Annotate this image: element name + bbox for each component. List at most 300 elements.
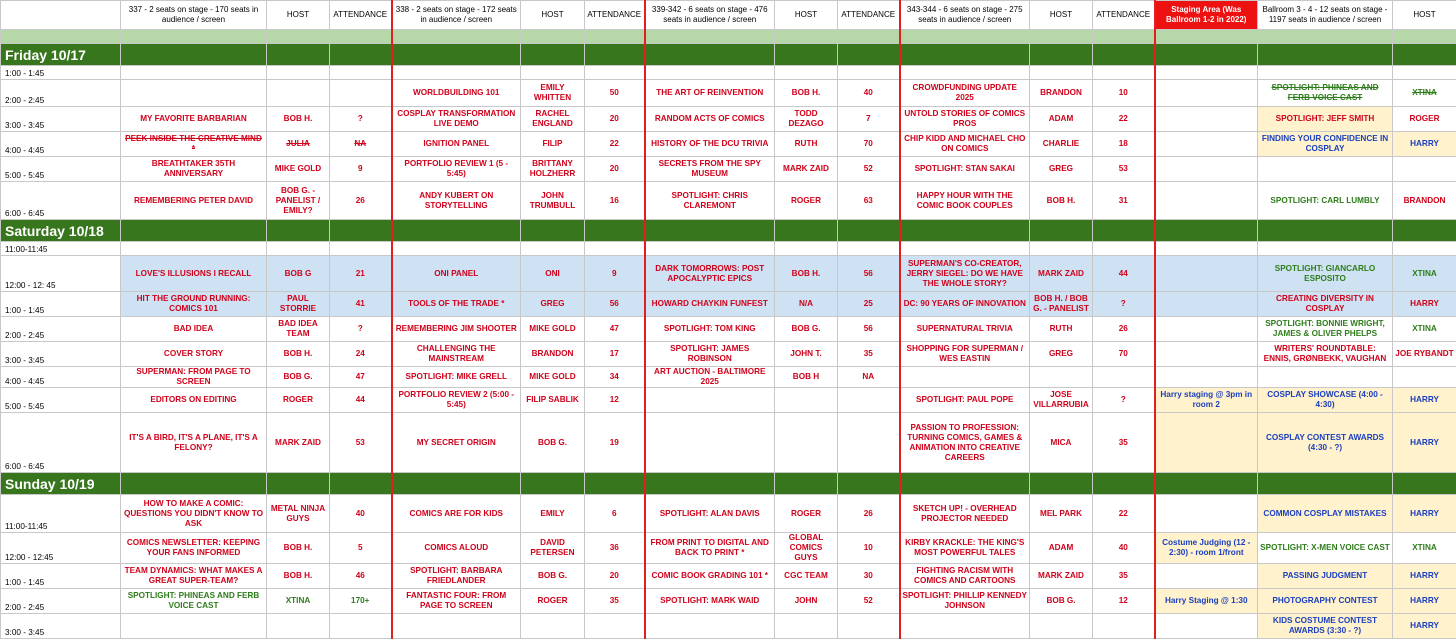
session-cell[interactable]: BOB G.: [1030, 589, 1093, 614]
session-cell[interactable]: COMICS ALOUD: [392, 533, 521, 564]
session-cell[interactable]: JOHN: [775, 589, 838, 614]
column-header[interactable]: 339-342 - 6 seats on stage - 476 seats in audience / screen: [645, 1, 775, 30]
session-cell[interactable]: COMMON COSPLAY MISTAKES: [1258, 495, 1393, 533]
session-cell[interactable]: [838, 66, 900, 80]
session-cell[interactable]: BOB G.: [775, 317, 838, 342]
session-cell[interactable]: 70: [1093, 342, 1155, 367]
session-cell[interactable]: XTINA: [267, 589, 330, 614]
session-cell[interactable]: BRANDON: [1030, 80, 1093, 107]
session-cell[interactable]: CREATING DIVERSITY IN COSPLAY: [1258, 292, 1393, 317]
session-cell[interactable]: 21: [330, 256, 392, 292]
session-cell[interactable]: EMILY: [521, 495, 585, 533]
session-cell[interactable]: MIKE GOLD: [521, 317, 585, 342]
session-cell[interactable]: [838, 413, 900, 473]
session-cell[interactable]: PASSION TO PROFESSION: TURNING COMICS, GAMES & ANIMATION INTO CREATIVE CAREERS: [900, 413, 1030, 473]
session-cell[interactable]: EDITORS ON EDITING: [121, 388, 267, 413]
session-cell[interactable]: ONI PANEL: [392, 256, 521, 292]
time-slot[interactable]: 11:00-11:45: [1, 495, 121, 533]
session-cell[interactable]: BOB G: [267, 256, 330, 292]
session-cell[interactable]: SKETCH UP! - OVERHEAD PROJECTOR NEEDED: [900, 495, 1030, 533]
session-cell[interactable]: MARK ZAID: [267, 413, 330, 473]
session-cell[interactable]: [585, 66, 645, 80]
session-cell[interactable]: [521, 242, 585, 256]
session-cell[interactable]: 40: [1093, 533, 1155, 564]
column-header[interactable]: HOST: [1030, 1, 1093, 30]
session-cell[interactable]: 10: [1093, 80, 1155, 107]
session-cell[interactable]: [267, 614, 330, 639]
session-cell[interactable]: [392, 66, 521, 80]
column-header[interactable]: ATTENDANCE: [330, 1, 392, 30]
session-cell[interactable]: SUPERMAN: FROM PAGE TO SCREEN: [121, 367, 267, 388]
column-header[interactable]: Ballroom 3 - 4 - 12 seats on stage - 1197 seats in audience / screen: [1258, 1, 1393, 30]
session-cell[interactable]: ROGER: [1393, 107, 1456, 132]
session-cell[interactable]: HISTORY OF THE DCU TRIVIA: [645, 132, 775, 157]
session-cell[interactable]: BAD IDEA TEAM: [267, 317, 330, 342]
session-cell[interactable]: [392, 242, 521, 256]
session-cell[interactable]: SPOTLIGHT: PHINEAS AND FERB VOICE CAST: [1258, 80, 1393, 107]
session-cell[interactable]: ART AUCTION - BALTIMORE 2025: [645, 367, 775, 388]
session-cell[interactable]: [585, 614, 645, 639]
time-slot[interactable]: 2:00 - 2:45: [1, 317, 121, 342]
column-header[interactable]: HOST: [1393, 1, 1456, 30]
session-cell[interactable]: JOHN TRUMBULL: [521, 182, 585, 220]
session-cell[interactable]: XTINA: [1393, 317, 1456, 342]
session-cell[interactable]: 47: [585, 317, 645, 342]
session-cell[interactable]: [1393, 66, 1456, 80]
session-cell[interactable]: SPOTLIGHT: TOM KING: [645, 317, 775, 342]
session-cell[interactable]: [1155, 614, 1258, 639]
session-cell[interactable]: BOB G.: [267, 367, 330, 388]
session-cell[interactable]: RUTH: [775, 132, 838, 157]
time-slot[interactable]: 1:00 - 1:45: [1, 66, 121, 80]
session-cell[interactable]: 53: [1093, 157, 1155, 182]
session-cell[interactable]: [645, 413, 775, 473]
column-header[interactable]: [1, 1, 121, 30]
session-cell[interactable]: SECRETS FROM THE SPY MUSEUM: [645, 157, 775, 182]
session-cell[interactable]: BRITTANY HOLZHERR: [521, 157, 585, 182]
session-cell[interactable]: 47: [330, 367, 392, 388]
column-header[interactable]: HOST: [521, 1, 585, 30]
session-cell[interactable]: 31: [1093, 182, 1155, 220]
time-slot[interactable]: 2:00 - 2:45: [1, 80, 121, 107]
session-cell[interactable]: [1258, 66, 1393, 80]
session-cell[interactable]: Costume Judging (12 - 2:30) - room 1/front: [1155, 533, 1258, 564]
session-cell[interactable]: HIT THE GROUND RUNNING: COMICS 101: [121, 292, 267, 317]
session-cell[interactable]: [1393, 367, 1456, 388]
session-cell[interactable]: WORLDBUILDING 101: [392, 80, 521, 107]
session-cell[interactable]: 6: [585, 495, 645, 533]
session-cell[interactable]: MY SECRET ORIGIN: [392, 413, 521, 473]
session-cell[interactable]: NA: [330, 132, 392, 157]
session-cell[interactable]: 12: [585, 388, 645, 413]
session-cell[interactable]: 41: [330, 292, 392, 317]
session-cell[interactable]: [900, 242, 1030, 256]
session-cell[interactable]: [1258, 367, 1393, 388]
session-cell[interactable]: CHIP KIDD AND MICHAEL CHO ON COMICS: [900, 132, 1030, 157]
session-cell[interactable]: 17: [585, 342, 645, 367]
session-cell[interactable]: [121, 80, 267, 107]
session-cell[interactable]: IGNITION PANEL: [392, 132, 521, 157]
session-cell[interactable]: XTINA: [1393, 80, 1456, 107]
session-cell[interactable]: REMEMBERING JIM SHOOTER: [392, 317, 521, 342]
session-cell[interactable]: 26: [1093, 317, 1155, 342]
session-cell[interactable]: CROWDFUNDING UPDATE 2025: [900, 80, 1030, 107]
session-cell[interactable]: MARK ZAID: [1030, 256, 1093, 292]
session-cell[interactable]: [521, 66, 585, 80]
session-cell[interactable]: SPOTLIGHT: MIKE GRELL: [392, 367, 521, 388]
session-cell[interactable]: 52: [838, 589, 900, 614]
time-slot[interactable]: 3:00 - 3:45: [1, 342, 121, 367]
session-cell[interactable]: [1393, 157, 1456, 182]
session-cell[interactable]: 44: [1093, 256, 1155, 292]
session-cell[interactable]: [900, 66, 1030, 80]
session-cell[interactable]: DC: 90 YEARS OF INNOVATION: [900, 292, 1030, 317]
session-cell[interactable]: [645, 66, 775, 80]
session-cell[interactable]: BREATHTAKER 35TH ANNIVERSARY: [121, 157, 267, 182]
session-cell[interactable]: COMICS NEWSLETTER: KEEPING YOUR FANS INFORMED: [121, 533, 267, 564]
session-cell[interactable]: [1155, 292, 1258, 317]
session-cell[interactable]: [330, 80, 392, 107]
session-cell[interactable]: [330, 614, 392, 639]
session-cell[interactable]: 20: [585, 157, 645, 182]
session-cell[interactable]: JOE RYBANDT: [1393, 342, 1456, 367]
session-cell[interactable]: BOB H. / BOB G. - PANELIST: [1030, 292, 1093, 317]
column-header[interactable]: ATTENDANCE: [585, 1, 645, 30]
session-cell[interactable]: [1155, 256, 1258, 292]
session-cell[interactable]: HAPPY HOUR WITH THE COMIC BOOK COUPLES: [900, 182, 1030, 220]
session-cell[interactable]: [1093, 242, 1155, 256]
session-cell[interactable]: HARRY: [1393, 132, 1456, 157]
session-cell[interactable]: [1030, 242, 1093, 256]
session-cell[interactable]: 22: [585, 132, 645, 157]
time-slot[interactable]: 2:00 - 2:45: [1, 589, 121, 614]
session-cell[interactable]: BRANDON: [1393, 182, 1456, 220]
session-cell[interactable]: [900, 614, 1030, 639]
session-cell[interactable]: SPOTLIGHT: X-MEN VOICE CAST: [1258, 533, 1393, 564]
session-cell[interactable]: [1155, 107, 1258, 132]
session-cell[interactable]: 18: [1093, 132, 1155, 157]
session-cell[interactable]: SPOTLIGHT: MARK WAID: [645, 589, 775, 614]
session-cell[interactable]: [521, 614, 585, 639]
session-cell[interactable]: [1155, 317, 1258, 342]
session-cell[interactable]: XTINA: [1393, 533, 1456, 564]
session-cell[interactable]: 40: [330, 495, 392, 533]
session-cell[interactable]: COSPLAY TRANSFORMATION LIVE DEMO: [392, 107, 521, 132]
session-cell[interactable]: TEAM DYNAMICS: WHAT MAKES A GREAT SUPER-TEAM?: [121, 564, 267, 589]
session-cell[interactable]: COMICS ARE FOR KIDS: [392, 495, 521, 533]
time-slot[interactable]: 1:00 - 1:45: [1, 292, 121, 317]
session-cell[interactable]: [1155, 242, 1258, 256]
session-cell[interactable]: [1393, 242, 1456, 256]
session-cell[interactable]: [1155, 495, 1258, 533]
session-cell[interactable]: N/A: [775, 292, 838, 317]
time-slot[interactable]: 12:00 - 12: 45: [1, 256, 121, 292]
session-cell[interactable]: SPOTLIGHT: PAUL POPE: [900, 388, 1030, 413]
session-cell[interactable]: 56: [585, 292, 645, 317]
session-cell[interactable]: JOHN T.: [775, 342, 838, 367]
column-header[interactable]: HOST: [267, 1, 330, 30]
session-cell[interactable]: FIGHTING RACISM WITH COMICS AND CARTOONS: [900, 564, 1030, 589]
session-cell[interactable]: [1155, 182, 1258, 220]
session-cell[interactable]: 20: [585, 107, 645, 132]
session-cell[interactable]: GREG: [1030, 342, 1093, 367]
session-cell[interactable]: DARK TOMORROWS: POST APOCALYPTIC EPICS: [645, 256, 775, 292]
session-cell[interactable]: MY FAVORITE BARBARIAN: [121, 107, 267, 132]
time-slot[interactable]: 4:00 - 4:45: [1, 367, 121, 388]
session-cell[interactable]: FANTASTIC FOUR: FROM PAGE TO SCREEN: [392, 589, 521, 614]
session-cell[interactable]: 44: [330, 388, 392, 413]
session-cell[interactable]: [1155, 413, 1258, 473]
session-cell[interactable]: ?: [1093, 388, 1155, 413]
session-cell[interactable]: 170+: [330, 589, 392, 614]
session-cell[interactable]: 35: [585, 589, 645, 614]
session-cell[interactable]: COSPLAY SHOWCASE (4:00 - 4:30): [1258, 388, 1393, 413]
time-slot[interactable]: 3:00 - 3:45: [1, 107, 121, 132]
column-header[interactable]: Staging Area (Was Ballroom 1-2 in 2022): [1155, 1, 1258, 30]
session-cell[interactable]: GREG: [521, 292, 585, 317]
session-cell[interactable]: SPOTLIGHT: STAN SAKAI: [900, 157, 1030, 182]
session-cell[interactable]: 53: [330, 413, 392, 473]
column-header[interactable]: 343-344 - 6 seats on stage - 275 seats in audience / screen: [900, 1, 1030, 30]
session-cell[interactable]: COVER STORY: [121, 342, 267, 367]
session-cell[interactable]: BOB H.: [267, 533, 330, 564]
session-cell[interactable]: BOB G.: [521, 413, 585, 473]
session-cell[interactable]: 22: [1093, 495, 1155, 533]
session-cell[interactable]: [1155, 80, 1258, 107]
session-cell[interactable]: BRANDON: [521, 342, 585, 367]
session-cell[interactable]: METAL NINJA GUYS: [267, 495, 330, 533]
session-cell[interactable]: [267, 80, 330, 107]
session-cell[interactable]: SPOTLIGHT: CARL LUMBLY: [1258, 182, 1393, 220]
session-cell[interactable]: KIDS COSTUME CONTEST AWARDS (3:30 - ?): [1258, 614, 1393, 639]
session-cell[interactable]: HARRY: [1393, 614, 1456, 639]
session-cell[interactable]: RUTH: [1030, 317, 1093, 342]
session-cell[interactable]: [775, 614, 838, 639]
session-cell[interactable]: BOB G.: [521, 564, 585, 589]
session-cell[interactable]: PASSING JUDGMENT: [1258, 564, 1393, 589]
column-header[interactable]: 338 - 2 seats on stage - 172 seats in audience / screen: [392, 1, 521, 30]
session-cell[interactable]: 40: [838, 80, 900, 107]
session-cell[interactable]: [775, 388, 838, 413]
session-cell[interactable]: BOB H: [775, 367, 838, 388]
session-cell[interactable]: ONI: [521, 256, 585, 292]
session-cell[interactable]: PHOTOGRAPHY CONTEST: [1258, 589, 1393, 614]
session-cell[interactable]: 26: [330, 182, 392, 220]
session-cell[interactable]: 35: [1093, 564, 1155, 589]
time-slot[interactable]: 11:00-11:45: [1, 242, 121, 256]
session-cell[interactable]: 35: [1093, 413, 1155, 473]
session-cell[interactable]: 56: [838, 256, 900, 292]
session-cell[interactable]: 70: [838, 132, 900, 157]
session-cell[interactable]: 19: [585, 413, 645, 473]
session-cell[interactable]: HARRY: [1393, 292, 1456, 317]
session-cell[interactable]: 52: [838, 157, 900, 182]
session-cell[interactable]: REMEMBERING PETER DAVID: [121, 182, 267, 220]
session-cell[interactable]: [267, 66, 330, 80]
session-cell[interactable]: [121, 614, 267, 639]
session-cell[interactable]: [330, 66, 392, 80]
session-cell[interactable]: SUPERMAN'S CO-CREATOR, JERRY SIEGEL: DO WE HAVE THE WHOLE STORY?: [900, 256, 1030, 292]
column-header[interactable]: ATTENDANCE: [1093, 1, 1155, 30]
session-cell[interactable]: CHARLIE: [1030, 132, 1093, 157]
session-cell[interactable]: [1155, 157, 1258, 182]
session-cell[interactable]: 25: [838, 292, 900, 317]
session-cell[interactable]: 20: [585, 564, 645, 589]
time-slot[interactable]: 1:00 - 1:45: [1, 564, 121, 589]
session-cell[interactable]: MARK ZAID: [1030, 564, 1093, 589]
session-cell[interactable]: 9: [330, 157, 392, 182]
time-slot[interactable]: 6:00 - 6:45: [1, 182, 121, 220]
session-cell[interactable]: BOB H.: [775, 80, 838, 107]
session-cell[interactable]: 36: [585, 533, 645, 564]
session-cell[interactable]: [1093, 367, 1155, 388]
session-cell[interactable]: CHALLENGING THE MAINSTREAM: [392, 342, 521, 367]
column-header[interactable]: ATTENDANCE: [838, 1, 900, 30]
session-cell[interactable]: 46: [330, 564, 392, 589]
session-cell[interactable]: 22: [1093, 107, 1155, 132]
session-cell[interactable]: HARRY: [1393, 388, 1456, 413]
session-cell[interactable]: FROM PRINT TO DIGITAL AND BACK TO PRINT *: [645, 533, 775, 564]
session-cell[interactable]: SPOTLIGHT: BARBARA FRIEDLANDER: [392, 564, 521, 589]
session-cell[interactable]: RANDOM ACTS OF COMICS: [645, 107, 775, 132]
session-cell[interactable]: HARRY: [1393, 413, 1456, 473]
time-slot[interactable]: 3:00 - 3:45: [1, 614, 121, 639]
session-cell[interactable]: SUPERNATURAL TRIVIA: [900, 317, 1030, 342]
session-cell[interactable]: 24: [330, 342, 392, 367]
session-cell[interactable]: KIRBY KRACKLE: THE KING'S MOST POWERFUL TALES: [900, 533, 1030, 564]
session-cell[interactable]: [1030, 367, 1093, 388]
session-cell[interactable]: WRITERS' ROUNDTABLE: ENNIS, GRØNBEKK, VAUGHAN: [1258, 342, 1393, 367]
session-cell[interactable]: SPOTLIGHT: PHILLIP KENNEDY JOHNSON: [900, 589, 1030, 614]
session-cell[interactable]: [267, 242, 330, 256]
session-cell[interactable]: SPOTLIGHT: JAMES ROBINSON: [645, 342, 775, 367]
session-cell[interactable]: HOW TO MAKE A COMIC: QUESTIONS YOU DIDN'T KNOW TO ASK: [121, 495, 267, 533]
session-cell[interactable]: HARRY: [1393, 495, 1456, 533]
session-cell[interactable]: DAVID PETERSEN: [521, 533, 585, 564]
session-cell[interactable]: Harry Staging @ 1:30: [1155, 589, 1258, 614]
session-cell[interactable]: [1155, 564, 1258, 589]
column-header[interactable]: 337 - 2 seats on stage - 170 seats in audience / screen: [121, 1, 267, 30]
session-cell[interactable]: HOWARD CHAYKIN FUNFEST: [645, 292, 775, 317]
session-cell[interactable]: PEEK INSIDE THE CREATIVE MIND *: [121, 132, 267, 157]
time-slot[interactable]: 4:00 - 4:45: [1, 132, 121, 157]
session-cell[interactable]: 12: [1093, 589, 1155, 614]
session-cell[interactable]: JULIA: [267, 132, 330, 157]
session-cell[interactable]: 16: [585, 182, 645, 220]
session-cell[interactable]: GLOBAL COMICS GUYS: [775, 533, 838, 564]
session-cell[interactable]: IT'S A BIRD, IT'S A PLANE, IT'S A FELONY?: [121, 413, 267, 473]
session-cell[interactable]: MICA: [1030, 413, 1093, 473]
session-cell[interactable]: [1093, 66, 1155, 80]
session-cell[interactable]: [121, 66, 267, 80]
session-cell[interactable]: MEL PARK: [1030, 495, 1093, 533]
session-cell[interactable]: [1155, 132, 1258, 157]
session-cell[interactable]: PAUL STORRIE: [267, 292, 330, 317]
session-cell[interactable]: BOB H.: [1030, 182, 1093, 220]
session-cell[interactable]: 56: [838, 317, 900, 342]
session-cell[interactable]: 30: [838, 564, 900, 589]
time-slot[interactable]: 12:00 - 12:45: [1, 533, 121, 564]
session-cell[interactable]: 7: [838, 107, 900, 132]
session-cell[interactable]: CGC TEAM: [775, 564, 838, 589]
session-cell[interactable]: BOB H.: [775, 256, 838, 292]
session-cell[interactable]: ANDY KUBERT ON STORYTELLING: [392, 182, 521, 220]
session-cell[interactable]: 9: [585, 256, 645, 292]
session-cell[interactable]: Harry staging @ 3pm in room 2: [1155, 388, 1258, 413]
session-cell[interactable]: [1258, 242, 1393, 256]
session-cell[interactable]: FILIP: [521, 132, 585, 157]
session-cell[interactable]: THE ART OF REINVENTION: [645, 80, 775, 107]
session-cell[interactable]: [1155, 342, 1258, 367]
session-cell[interactable]: BOB H.: [267, 564, 330, 589]
session-cell[interactable]: [1155, 66, 1258, 80]
session-cell[interactable]: [775, 413, 838, 473]
session-cell[interactable]: RACHEL ENGLAND: [521, 107, 585, 132]
time-slot[interactable]: 5:00 - 5:45: [1, 388, 121, 413]
session-cell[interactable]: [645, 242, 775, 256]
session-cell[interactable]: ?: [1093, 292, 1155, 317]
time-slot[interactable]: 5:00 - 5:45: [1, 157, 121, 182]
session-cell[interactable]: ROGER: [775, 182, 838, 220]
session-cell[interactable]: [121, 242, 267, 256]
session-cell[interactable]: [585, 242, 645, 256]
session-cell[interactable]: SHOPPING FOR SUPERMAN / WES EASTIN: [900, 342, 1030, 367]
session-cell[interactable]: MIKE GOLD: [521, 367, 585, 388]
session-cell[interactable]: BOB H.: [267, 342, 330, 367]
session-cell[interactable]: SPOTLIGHT: BONNIE WRIGHT, JAMES & OLIVER PHELPS: [1258, 317, 1393, 342]
session-cell[interactable]: 26: [838, 495, 900, 533]
session-cell[interactable]: XTINA: [1393, 256, 1456, 292]
session-cell[interactable]: [775, 242, 838, 256]
session-cell[interactable]: PORTFOLIO REVIEW 1 (5 - 5:45): [392, 157, 521, 182]
session-cell[interactable]: TODD DEZAGO: [775, 107, 838, 132]
session-cell[interactable]: [1030, 614, 1093, 639]
session-cell[interactable]: COSPLAY CONTEST AWARDS (4:30 - ?): [1258, 413, 1393, 473]
session-cell[interactable]: [900, 367, 1030, 388]
session-cell[interactable]: FINDING YOUR CONFIDENCE IN COSPLAY: [1258, 132, 1393, 157]
session-cell[interactable]: ADAM: [1030, 533, 1093, 564]
session-cell[interactable]: SPOTLIGHT: JEFF SMITH: [1258, 107, 1393, 132]
session-cell[interactable]: [645, 614, 775, 639]
session-cell[interactable]: BOB G. - PANELIST / EMILY?: [267, 182, 330, 220]
session-cell[interactable]: ?: [330, 107, 392, 132]
session-cell[interactable]: TOOLS OF THE TRADE *: [392, 292, 521, 317]
session-cell[interactable]: 35: [838, 342, 900, 367]
session-cell[interactable]: 34: [585, 367, 645, 388]
session-cell[interactable]: [838, 242, 900, 256]
session-cell[interactable]: 63: [838, 182, 900, 220]
session-cell[interactable]: [1093, 614, 1155, 639]
session-cell[interactable]: FILIP SABLIK: [521, 388, 585, 413]
session-cell[interactable]: ROGER: [775, 495, 838, 533]
session-cell[interactable]: [330, 242, 392, 256]
session-cell[interactable]: [1030, 66, 1093, 80]
session-cell[interactable]: HARRY: [1393, 564, 1456, 589]
session-cell[interactable]: SPOTLIGHT: ALAN DAVIS: [645, 495, 775, 533]
session-cell[interactable]: 50: [585, 80, 645, 107]
session-cell[interactable]: [838, 614, 900, 639]
session-cell[interactable]: BAD IDEA: [121, 317, 267, 342]
session-cell[interactable]: NA: [838, 367, 900, 388]
session-cell[interactable]: [392, 614, 521, 639]
session-cell[interactable]: PORTFOLIO REVIEW 2 (5:00 - 5:45): [392, 388, 521, 413]
session-cell[interactable]: 5: [330, 533, 392, 564]
session-cell[interactable]: 10: [838, 533, 900, 564]
session-cell[interactable]: SPOTLIGHT: GIANCARLO ESPOSITO: [1258, 256, 1393, 292]
session-cell[interactable]: JOSE VILLARRUBIA: [1030, 388, 1093, 413]
session-cell[interactable]: MARK ZAID: [775, 157, 838, 182]
session-cell[interactable]: HARRY: [1393, 589, 1456, 614]
